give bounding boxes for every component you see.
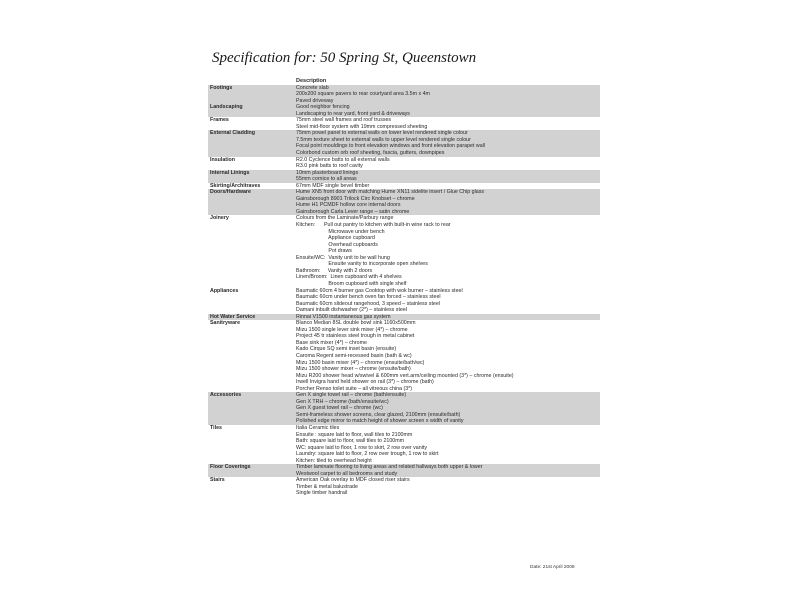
spec-line: Gainsborough Carla Lever range – satin chrome [296, 208, 410, 215]
spec-row [208, 215, 600, 287]
spec-line: Gainsborough 8901 Trilock Circ Knobset – chrome [296, 195, 415, 202]
spec-description [294, 85, 600, 105]
spec-category: Skirting/Architraves [210, 182, 261, 189]
spec-line: Polished edge mirror to match height of shower screen x width of vanity [296, 418, 464, 425]
spec-description [294, 477, 600, 497]
spec-line: Linen/Broom: Linen cupboard with 4 shelves [296, 274, 402, 281]
spec-category: External Cladding [208, 130, 294, 156]
spec-description [294, 288, 600, 314]
spec-line: Colours from the Laminate/Parbury range [296, 215, 394, 222]
spec-category: Joinery [210, 215, 229, 222]
spec-line: Baumatic 60cm 4 burner gas Cooktop with wok burner – stainless steel [296, 287, 463, 294]
spec-line: Gen X single towel rail – chrome (bath/ensuite) [296, 392, 407, 399]
spec-category: Insulation [210, 156, 236, 163]
spec-line: Westwool carpet to all bedrooms and study [296, 470, 398, 477]
spec-line: R2.0 Cyclence batts to all external walls [296, 156, 390, 163]
spec-category: Landscaping [208, 104, 294, 117]
spec-line: Paved driveway [296, 97, 334, 104]
spec-line: Ensuite : square laid to floor, wall tiles to 2100mm [296, 431, 413, 438]
spec-row [208, 189, 600, 215]
spec-category: Sanitryware [210, 320, 241, 327]
spec-description [294, 130, 600, 156]
spec-line: WC: square laid to floor, 1 row to skirt, 2 row over vanity [296, 444, 427, 451]
spec-line: Microwave under bench [296, 228, 385, 235]
spec-row [208, 85, 600, 105]
spec-category: Appliances [210, 287, 239, 294]
spec-line: Ensuite vanity to incorporate open shelves [296, 261, 428, 268]
spec-row [208, 104, 600, 117]
spec-line: Base sink mixer (4*) – chrome [296, 339, 367, 346]
spec-line: Italia Ceramic tiles [296, 424, 340, 431]
spec-description [294, 320, 600, 392]
spec-line: Hume H1 PCMDF hollow core internal doors [296, 202, 401, 209]
spec-description [294, 117, 600, 130]
spec-row [208, 392, 600, 425]
spec-row [208, 288, 600, 314]
spec-line: Mizu 1500 shower mixer – chrome (ensuite/bath) [296, 366, 411, 373]
spec-category: Tiles [210, 424, 222, 431]
document-date: Date: 21st April 2008 [530, 565, 575, 570]
spec-line: Mizu 1500 basin mixer (4*) – chrome (ensuite/bath/wc) [296, 359, 425, 366]
spec-line: Colorbond custom orb roof sheeting, fascia, gutters, downpipes [296, 150, 445, 157]
spec-row [208, 117, 600, 130]
spec-line: 55mm cornice to all areas [296, 176, 357, 183]
spec-category: Stairs [210, 477, 225, 484]
spec-line: 200x200 square pavers to rear courtyard area 3.5m x 4m [296, 91, 430, 98]
spec-line: 7.5mm texture sheet to external walls to upper level rendered single colour [296, 136, 471, 143]
spec-line: Timber laminate flooring to living areas and related hallways both upper & lower [296, 464, 483, 471]
spec-description [294, 189, 600, 215]
spec-description [294, 170, 600, 183]
spec-line: Gen X guest towel rail – chrome (wc) [296, 405, 383, 412]
spec-row [208, 477, 600, 497]
spec-description [294, 392, 600, 425]
spec-line: Caroma Regent semi-recessed basin (bath & wc) [296, 352, 412, 359]
spec-line: Concrete slab [296, 84, 329, 91]
spec-line: Focal point mouldings to front elevation windows and front elevation parapet wall [296, 143, 486, 150]
spec-line: 75mm powel panel to external walls on lower level rendered single colour [296, 130, 468, 137]
spec-row [208, 130, 600, 156]
spec-line: Mizu R200 shower head w/swivel & 600mm vert.arm/ceiling mounted (3*) – chrome (ensuite) [296, 372, 514, 379]
spec-line: Good neighbor fencing [296, 104, 350, 111]
spec-line: Rinnai V1500 instantaneous gas system [296, 313, 391, 320]
spec-line: Bath: square laid to floor, wall tiles to 2100mm [296, 438, 405, 445]
spec-line: Bathroom: Vanity with 2 doors [296, 267, 373, 274]
spec-row [208, 320, 600, 392]
spec-line: Kitchen: Pull out pantry to kitchen with built-in wine rack to rear [296, 222, 451, 229]
spec-category: Internal Linings [208, 170, 294, 183]
spec-description [294, 104, 600, 117]
spec-description [294, 157, 600, 170]
spec-row [208, 157, 600, 170]
spec-line: Irwell Invigra hand held shower on rail (3*) – chrome (bath) [296, 379, 434, 386]
spec-line: Single timber handrail [296, 490, 348, 497]
spec-line: Gen X TRH – chrome (bath/ensuite/wc) [296, 398, 389, 405]
document-title: Specification for: 50 Spring St, Queenstown [212, 50, 477, 66]
spec-row [208, 170, 600, 183]
spec-line: Baumatic 60cm under bench oven fan forced – stainless steel [296, 294, 441, 301]
spec-category: Floor Coverings [208, 464, 294, 477]
specification-table [208, 78, 600, 497]
spec-line: Kado Cirque SQ semi inset basin (ensuite) [296, 346, 397, 353]
spec-description [294, 425, 600, 464]
spec-row [208, 464, 600, 477]
spec-line: Overhead cupboards [296, 241, 378, 248]
spec-description [294, 215, 600, 287]
table-body [208, 85, 600, 497]
header-description: Description [296, 78, 327, 84]
spec-category: Doors/Hardware [208, 189, 294, 215]
spec-line: R3.0 pink batts to roof cavity [296, 163, 363, 170]
spec-line: 75mm steel wall frames and roof trusses [296, 117, 392, 124]
spec-line: 10mm plasterboard linings [296, 169, 359, 176]
spec-category: Accessories [208, 392, 294, 425]
spec-category: Hot Water Service [208, 314, 294, 321]
spec-line: Blanco Median 8SL double bowl sink 1160x500mm [296, 320, 416, 327]
spec-line: Timber & metal balustrade [296, 483, 358, 490]
spec-line: Damani inbuilt dishwasher (2*) – stainless steel [296, 307, 407, 314]
spec-line: Hume XN5 front door with matching Hume XN11 sidelite insert / Glue Chip glass [296, 189, 485, 196]
spec-category: Footings [208, 85, 294, 105]
spec-line: Appliance cupboard [296, 235, 375, 242]
spec-line: Broom cupboard with single shelf [296, 280, 407, 287]
spec-row [208, 425, 600, 464]
spec-line: Kitchen: tiled to overhead height [296, 457, 372, 464]
spec-line: Steel mid-floor system with 19mm compressed sheeting [296, 123, 428, 130]
spec-line: Pot draws [296, 248, 352, 255]
spec-line: Laundry: square laid to floor, 2 row over trough, 1 row to skirt [296, 451, 439, 458]
spec-line: Mizu 1500 single lever sink mixer (4*) – chrome [296, 326, 408, 333]
spec-description [294, 464, 600, 477]
spec-line: Ensuite/WC: Vanity unit to be wall hung [296, 254, 390, 261]
spec-line: Porcher Renso toilet suite – all vitreous china (3*) [296, 385, 412, 392]
spec-line: American Oak overlay to MDF closed riser stairs [296, 477, 410, 484]
spec-line: Baumatic 60cm slideout rangehood, 3 speed – stainless steel [296, 300, 440, 307]
spec-line: Semi-frameless shower screens, clear glazed, 2100mm (ensuite/bath) [296, 411, 461, 418]
spec-line: Landscaping to rear yard, front yard & driveways [296, 110, 410, 117]
spec-line: Project 45 tr stainless steel trough in metal cabinet [296, 333, 415, 340]
spec-line: 67mm MDF single bevel timber [296, 182, 370, 189]
spec-category: Frames [210, 117, 229, 124]
